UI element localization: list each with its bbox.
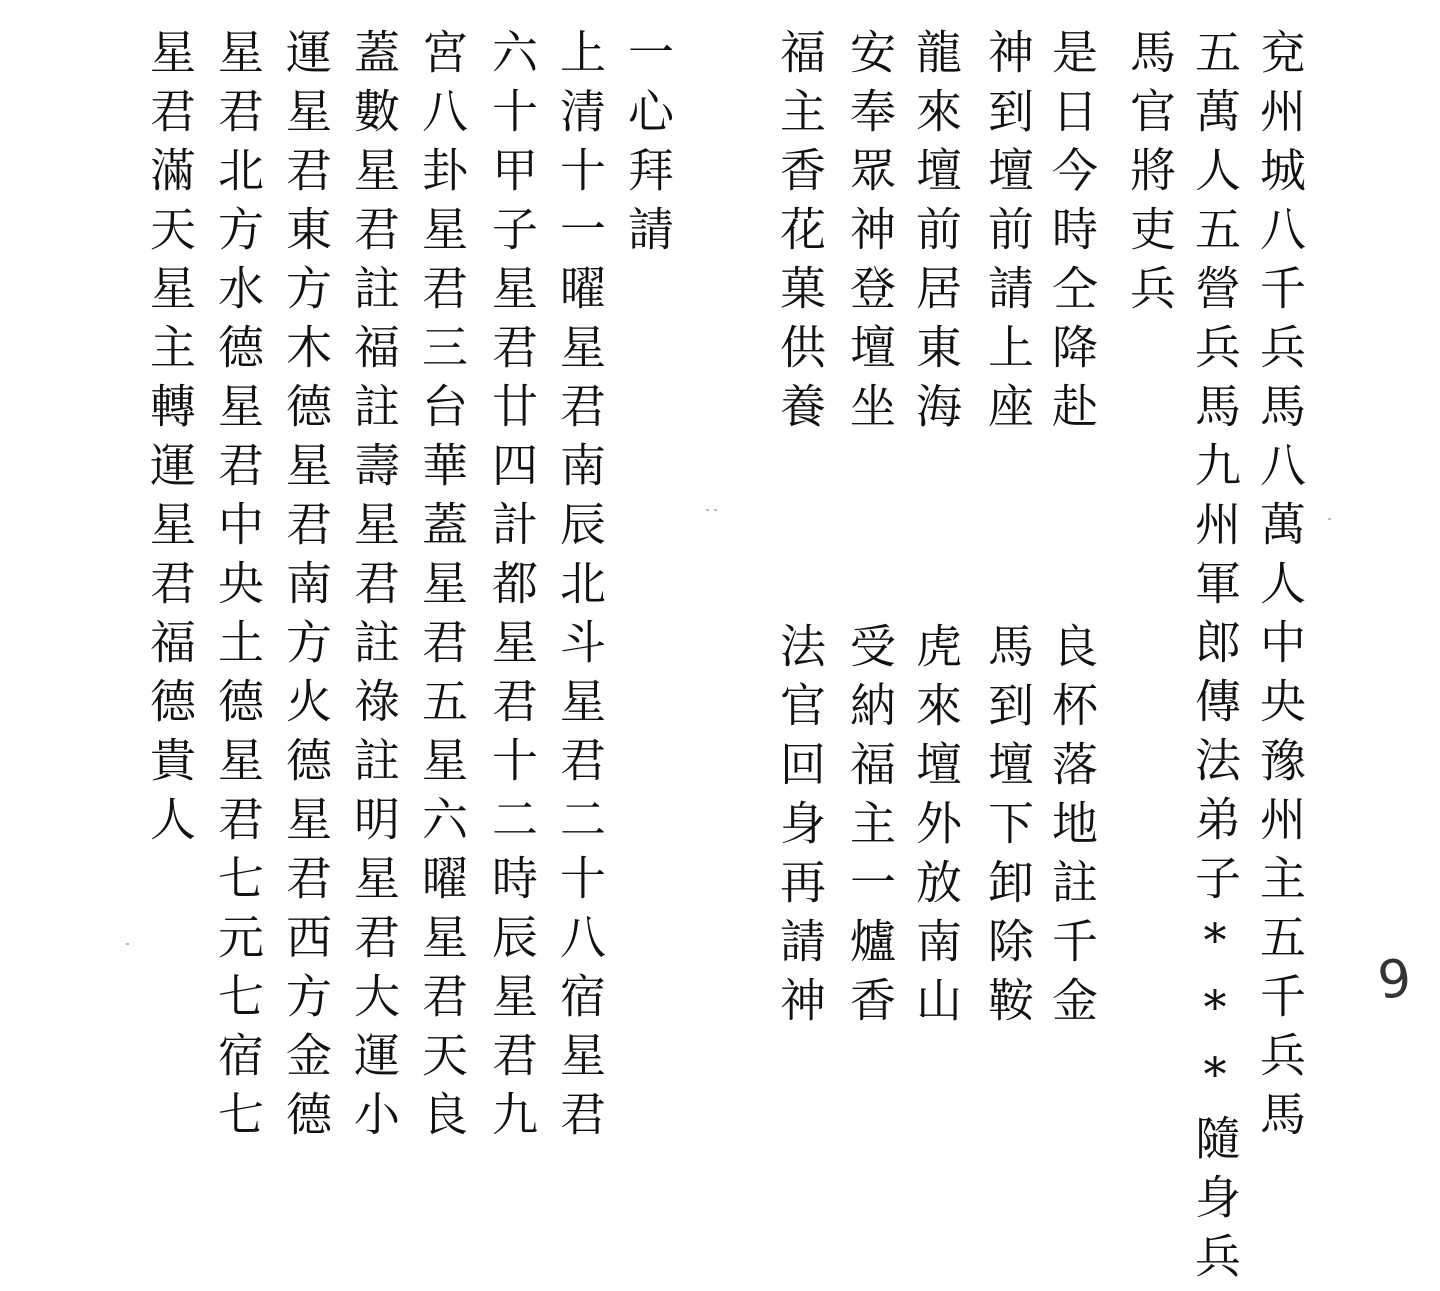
- text-column: 福主香花菓供養: [773, 28, 827, 441]
- text-column: 馬官將吏兵: [1123, 28, 1177, 323]
- scan-speck: [714, 509, 717, 511]
- scan-speck: [1328, 518, 1331, 520]
- text-column: 是日今時仝降赴: [1045, 28, 1099, 441]
- text-column: 運星君東方木德星君南方火德星君西方金德: [279, 28, 333, 1149]
- text-column: 虎來壇外放南山: [909, 622, 963, 1035]
- text-column: 六十甲子星君廿四計都星君十二時辰星君九: [485, 28, 539, 1149]
- text-column: 神到壇前請上座: [981, 28, 1035, 441]
- text-column: 安奉眾神登壇坐: [843, 28, 897, 441]
- text-column: 一心拜請: [621, 28, 675, 264]
- page-number: 9: [1374, 948, 1415, 1012]
- scan-speck: [706, 509, 709, 511]
- text-column: 上清十一曜星君南辰北斗星君二十八宿星君: [553, 28, 607, 1149]
- scan-speck: [126, 943, 129, 945]
- text-column: 良杯落地註千金: [1045, 622, 1099, 1035]
- text-column: 五萬人五營兵馬九州軍郎傳法弟子***隨身兵: [1188, 28, 1242, 1291]
- text-column: 馬到壇下卸除鞍: [981, 622, 1035, 1035]
- text-column: 受納福主一爐香: [843, 622, 897, 1035]
- text-column: 星君北方水德星君中央土德星君七元七宿七: [211, 28, 265, 1149]
- text-column: 法官回身再請神: [773, 622, 827, 1035]
- text-column: 星君滿天星主轉運星君福德貴人: [143, 28, 197, 854]
- text-column: 龍來壇前居東海: [909, 28, 963, 441]
- text-column: 兗州城八千兵馬八萬人中央豫州主五千兵馬: [1253, 28, 1307, 1149]
- text-column: 蓋數星君註福註壽星君註祿註明星君大運小: [347, 28, 401, 1149]
- text-column: 宮八卦星君三台華蓋星君五星六曜星君天良: [415, 28, 469, 1149]
